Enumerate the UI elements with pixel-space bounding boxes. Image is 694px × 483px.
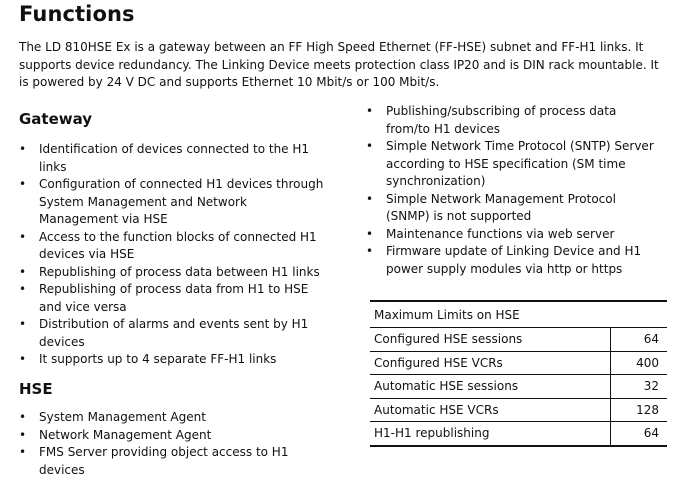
table-row [370,422,667,446]
hse-heading: HSE [19,380,53,398]
list-item: • Maintenance functions via web server [366,226,663,244]
gateway-heading: Gateway [19,110,93,128]
row-label: Automatic HSE sessions [370,375,611,399]
list-item: • Access to the function blocks of connected H1 devices via HSE [19,229,324,264]
list-item: • System Management Agent [19,409,307,427]
list-item: • Network Management Agent [19,427,307,445]
row-value: 64 [611,328,668,352]
list-item: • FMS Server providing object access to H1 devices [19,444,307,479]
row-value: 400 [611,351,668,375]
page-title: Functions [19,2,135,26]
row-value: 32 [611,375,668,399]
list-item: • Republishing of process data between H1 links [19,264,324,282]
row-label: Configured HSE VCRs [370,351,611,375]
right-feature-list [366,103,663,278]
row-value: 64 [611,422,668,446]
list-item: • Firmware update of Linking Device and H1 power supply modules via http or https [366,243,663,278]
list-item: • Simple Network Time Protocol (SNTP) Server according to HSE specification (SM time synchronization) [366,138,663,191]
list-item: • Identification of devices connected to the H1 links [19,141,324,176]
limits-table [370,300,667,447]
list-item: • It supports up to 4 separate FF-H1 links [19,351,324,369]
row-label: Automatic HSE VCRs [370,398,611,422]
list-item: • Simple Network Management Protocol (SNMP) is not supported [366,191,663,226]
list-item: • Republishing of process data from H1 to HSE and vice versa [19,281,324,316]
list-item: • Distribution of alarms and events sent by H1 devices [19,316,324,351]
table-row [370,398,667,422]
hse-list [19,409,307,479]
table-row [370,375,667,399]
intro-paragraph: The LD 810HSE Ex is a gateway between an FF High Speed Ethernet (FF-HSE) subnet and FF-H1 links. It supports device redundancy. The Linking Device meets protection class IP20 and is DIN rack mountable. It is powered by 24 V DC and supports Ethernet 10 Mbit/s or 100 Mbit/s. [19,40,659,89]
gateway-list [19,141,324,369]
table-row [370,351,667,375]
list-item: • Configuration of connected H1 devices through System Management and Network Management via HSE [19,176,324,229]
row-label: Configured HSE sessions [370,328,611,352]
row-label: H1-H1 republishing [370,422,611,446]
list-item: • Publishing/subscribing of process data from/to H1 devices [366,103,663,138]
table-header: Maximum Limits on HSE [370,302,667,328]
table-row [370,328,667,352]
row-value: 128 [611,398,668,422]
